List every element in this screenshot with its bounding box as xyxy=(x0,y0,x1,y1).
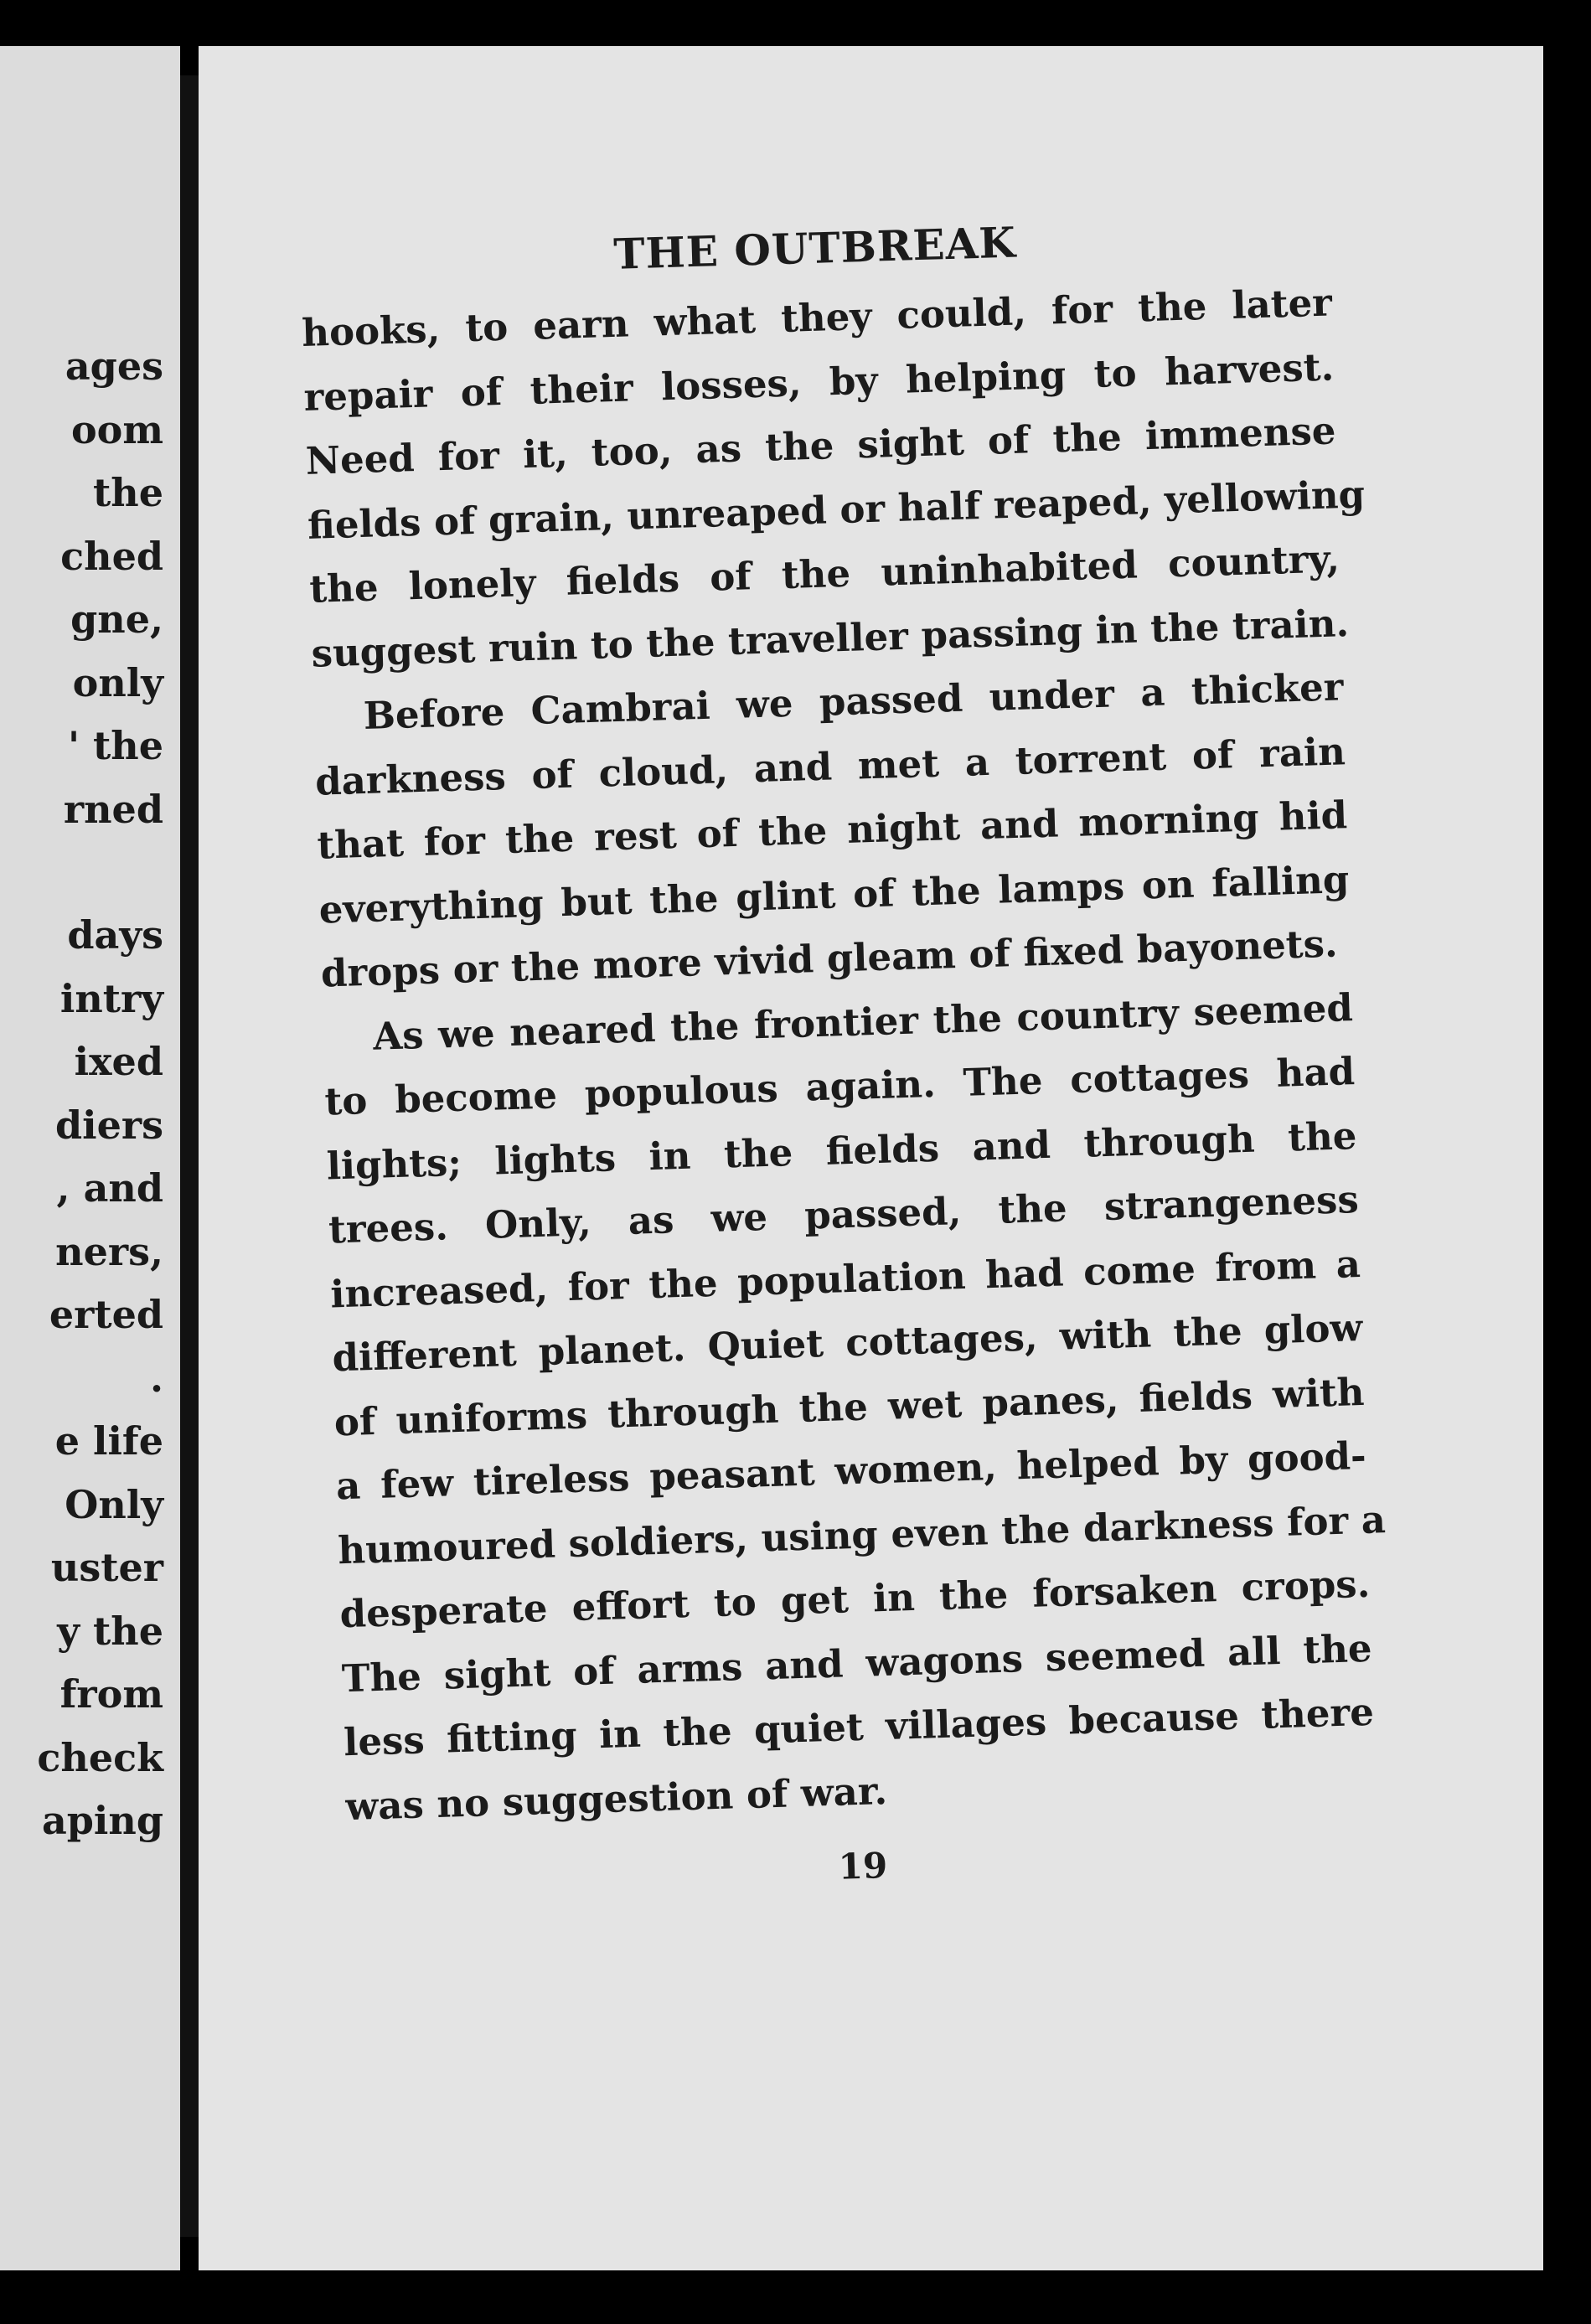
left-fragment: intry xyxy=(59,975,163,1021)
left-fragment: , and xyxy=(56,1165,163,1211)
text-line: to become populous again. The cottages had xyxy=(323,1049,1356,1124)
left-fragment: ' the xyxy=(67,723,163,768)
text-line: darkness of cloud, and met a torrent of rain xyxy=(314,728,1346,804)
text-line: increased, for the population had come from a xyxy=(329,1241,1361,1316)
left-fragment: ixed xyxy=(74,1039,163,1084)
book-spine-shadow xyxy=(180,75,199,2237)
text-line: As we neared the frontier the country seemed xyxy=(372,984,1354,1059)
paragraph xyxy=(313,655,1352,1006)
left-fragment: ched xyxy=(60,533,163,579)
left-fragment: erted xyxy=(49,1292,163,1337)
text-line: Need for it, too, as the sight of the immense xyxy=(305,408,1337,483)
paragraph xyxy=(322,976,1387,1840)
left-fragment: ners, xyxy=(55,1228,163,1274)
left-fragment: diers xyxy=(54,1102,163,1148)
text-line: suggest ruin to the traveller passing in the train. xyxy=(310,600,1350,676)
left-page-text-fragments xyxy=(37,335,163,1853)
text-line: lights; lights in the fields and through the xyxy=(326,1113,1358,1189)
text-line: desperate effort to get in the forsaken crops. xyxy=(338,1561,1371,1637)
left-fragment: check xyxy=(37,1734,163,1780)
text-line: the lonely fields of the uninhabited country, xyxy=(308,536,1340,612)
text-line: a few tireless peasant women, helped by good- xyxy=(335,1433,1367,1509)
left-fragment: days xyxy=(67,912,163,958)
left-fragment: ages xyxy=(65,343,163,389)
left-fragment: e life xyxy=(54,1418,163,1464)
running-head: THE OUTBREAK xyxy=(612,217,1017,279)
text-line: less fitting in the quiet villages because there xyxy=(343,1689,1375,1765)
text-line: of uniforms through the wet panes, fields with xyxy=(333,1369,1366,1444)
text-line: repair of their losses, by helping to harvest. xyxy=(302,343,1335,420)
left-fragment: the xyxy=(93,470,163,515)
text-line: fields of grain, unreaped or half reaped, yellowing xyxy=(307,471,1366,548)
left-fragment: y the xyxy=(57,1608,163,1654)
scan-edge-shadow xyxy=(1543,0,1591,2324)
left-fragment: Only xyxy=(65,1481,163,1527)
left-fragment: aping xyxy=(41,1798,163,1843)
text-line: that for the rest of the night and morning hid xyxy=(316,793,1348,868)
left-fragment: gne, xyxy=(70,596,163,642)
text-line: drops or the more vivid gleam of fixed bayonets. xyxy=(320,921,1339,996)
left-fragment: only xyxy=(72,659,163,705)
right-page xyxy=(199,46,1543,2270)
paragraph xyxy=(301,271,1366,685)
left-fragment: uster xyxy=(50,1545,163,1590)
left-fragment: rned xyxy=(63,786,163,832)
text-line: everything but the glint of the lamps on falling xyxy=(318,856,1351,932)
text-line: The sight of arms and wagons seemed all the xyxy=(341,1625,1373,1701)
left-fragment: . xyxy=(149,1355,163,1401)
text-line: different planet. Quiet cottages, with the glow xyxy=(331,1304,1363,1381)
text-line: was no suggestion of war. xyxy=(344,1768,888,1829)
page-text-block xyxy=(299,209,1387,1903)
left-fragment-blank xyxy=(37,841,163,904)
left-fragment: from xyxy=(59,1671,163,1717)
text-line: hooks, to earn what they could, for the later xyxy=(301,280,1333,355)
left-page xyxy=(0,46,180,2270)
left-fragment: oom xyxy=(70,406,163,452)
text-line: humoured soldiers, using even the darkness for a xyxy=(337,1496,1387,1573)
text-line: trees. Only, as we passed, the strangeness xyxy=(328,1177,1360,1252)
page-number: 19 xyxy=(837,1845,888,1888)
text-line: Before Cambrai we passed under a thicker xyxy=(363,664,1345,738)
